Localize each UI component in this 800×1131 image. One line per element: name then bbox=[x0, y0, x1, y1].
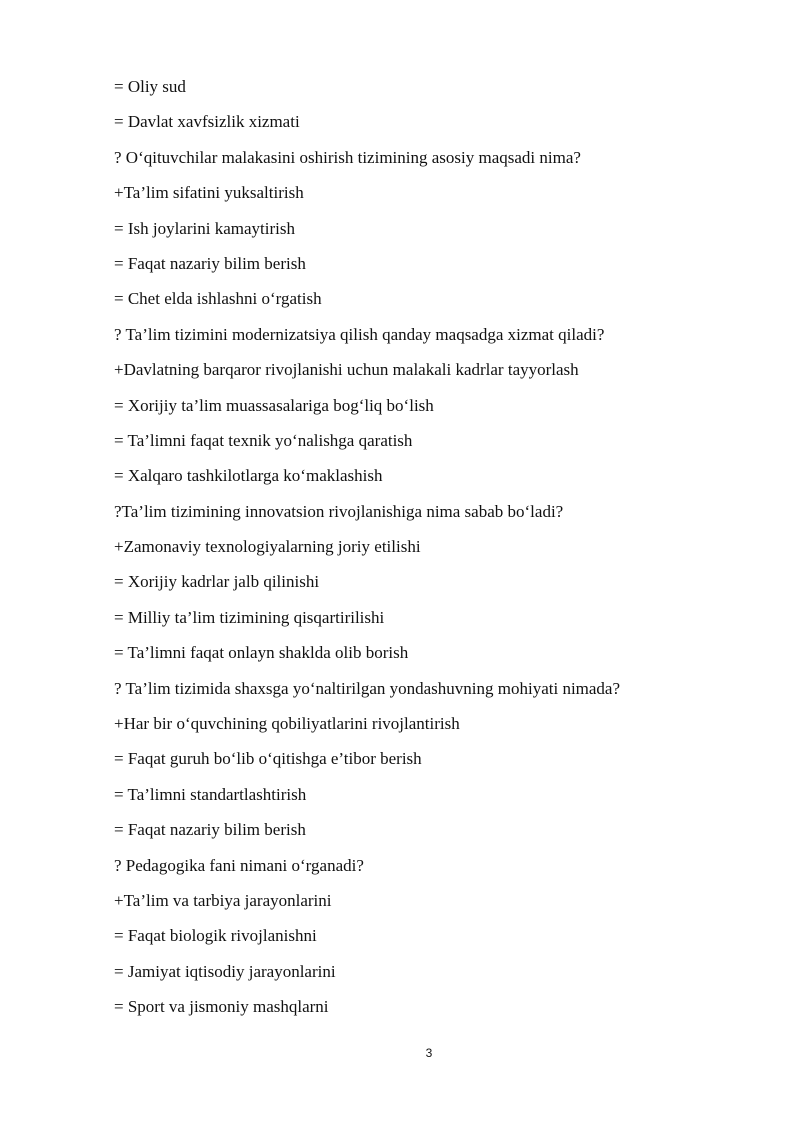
answer-line: = Ta’limni standartlashtirish bbox=[114, 784, 307, 804]
answer-line: = Ta’limni faqat texnik yo‘nalishga qaratish bbox=[114, 430, 413, 450]
answer-line: = Chet elda ishlashni o‘rgatish bbox=[114, 289, 322, 309]
question-list bbox=[114, 74, 754, 1030]
answer-line: = Faqat nazariy bilim berish bbox=[114, 253, 306, 273]
correct-answer-line: +Har bir o‘quvchining qobiliyatlarini rivojlantirish bbox=[114, 714, 460, 734]
correct-answer-line: +Davlatning barqaror rivojlanishi uchun malakali kadrlar tayyorlash bbox=[114, 360, 579, 380]
correct-answer-line: +Ta’lim va tarbiya jarayonlarini bbox=[114, 890, 332, 910]
answer-line: = Xalqaro tashkilotlarga ko‘maklashish bbox=[114, 466, 383, 486]
question-line: ? Ta’lim tizimini modernizatsiya qilish qanday maqsadga xizmat qiladi? bbox=[114, 324, 605, 344]
answer-line: = Xorijiy ta’lim muassasalariga bog‘liq bo‘lish bbox=[114, 395, 434, 415]
answer-line: = Faqat guruh bo‘lib o‘qitishga e’tibor berish bbox=[114, 749, 422, 769]
answer-line: = Xorijiy kadrlar jalb qilinishi bbox=[114, 572, 320, 592]
question-line: ? Pedagogika fani nimani o‘rganadi? bbox=[114, 855, 364, 875]
question-line: ? Ta’lim tizimida shaxsga yo‘naltirilgan yondashuvning mohiyati nimada? bbox=[114, 678, 621, 698]
correct-answer-line: +Ta’lim sifatini yuksaltirish bbox=[114, 183, 304, 203]
question-line: ?Ta’lim tizimining innovatsion rivojlanishiga nima sabab bo‘ladi? bbox=[114, 501, 564, 521]
text-line: = Davlat xavfsizlik xizmati bbox=[114, 112, 300, 132]
answer-line: = Ta’limni faqat onlayn shaklda olib borish bbox=[114, 643, 409, 663]
answer-line: = Faqat nazariy bilim berish bbox=[114, 820, 306, 840]
answer-line: = Sport va jismoniy mashqlarni bbox=[114, 997, 329, 1017]
page-number: 3 bbox=[425, 1046, 433, 1060]
text-line: = Oliy sud bbox=[114, 77, 186, 96]
correct-answer-line: +Zamonaviy texnologiyalarning joriy etilishi bbox=[114, 537, 421, 557]
answer-line: = Jamiyat iqtisodiy jarayonlarini bbox=[114, 961, 336, 981]
answer-line: = Ish joylarini kamaytirish bbox=[114, 218, 295, 238]
answer-line: = Milliy ta’lim tizimining qisqartirilishi bbox=[114, 607, 385, 627]
question-line: ? O‘qituvchilar malakasini oshirish tizimining asosiy maqsadi nima? bbox=[114, 147, 581, 167]
answer-line: = Faqat biologik rivojlanishni bbox=[114, 926, 317, 946]
